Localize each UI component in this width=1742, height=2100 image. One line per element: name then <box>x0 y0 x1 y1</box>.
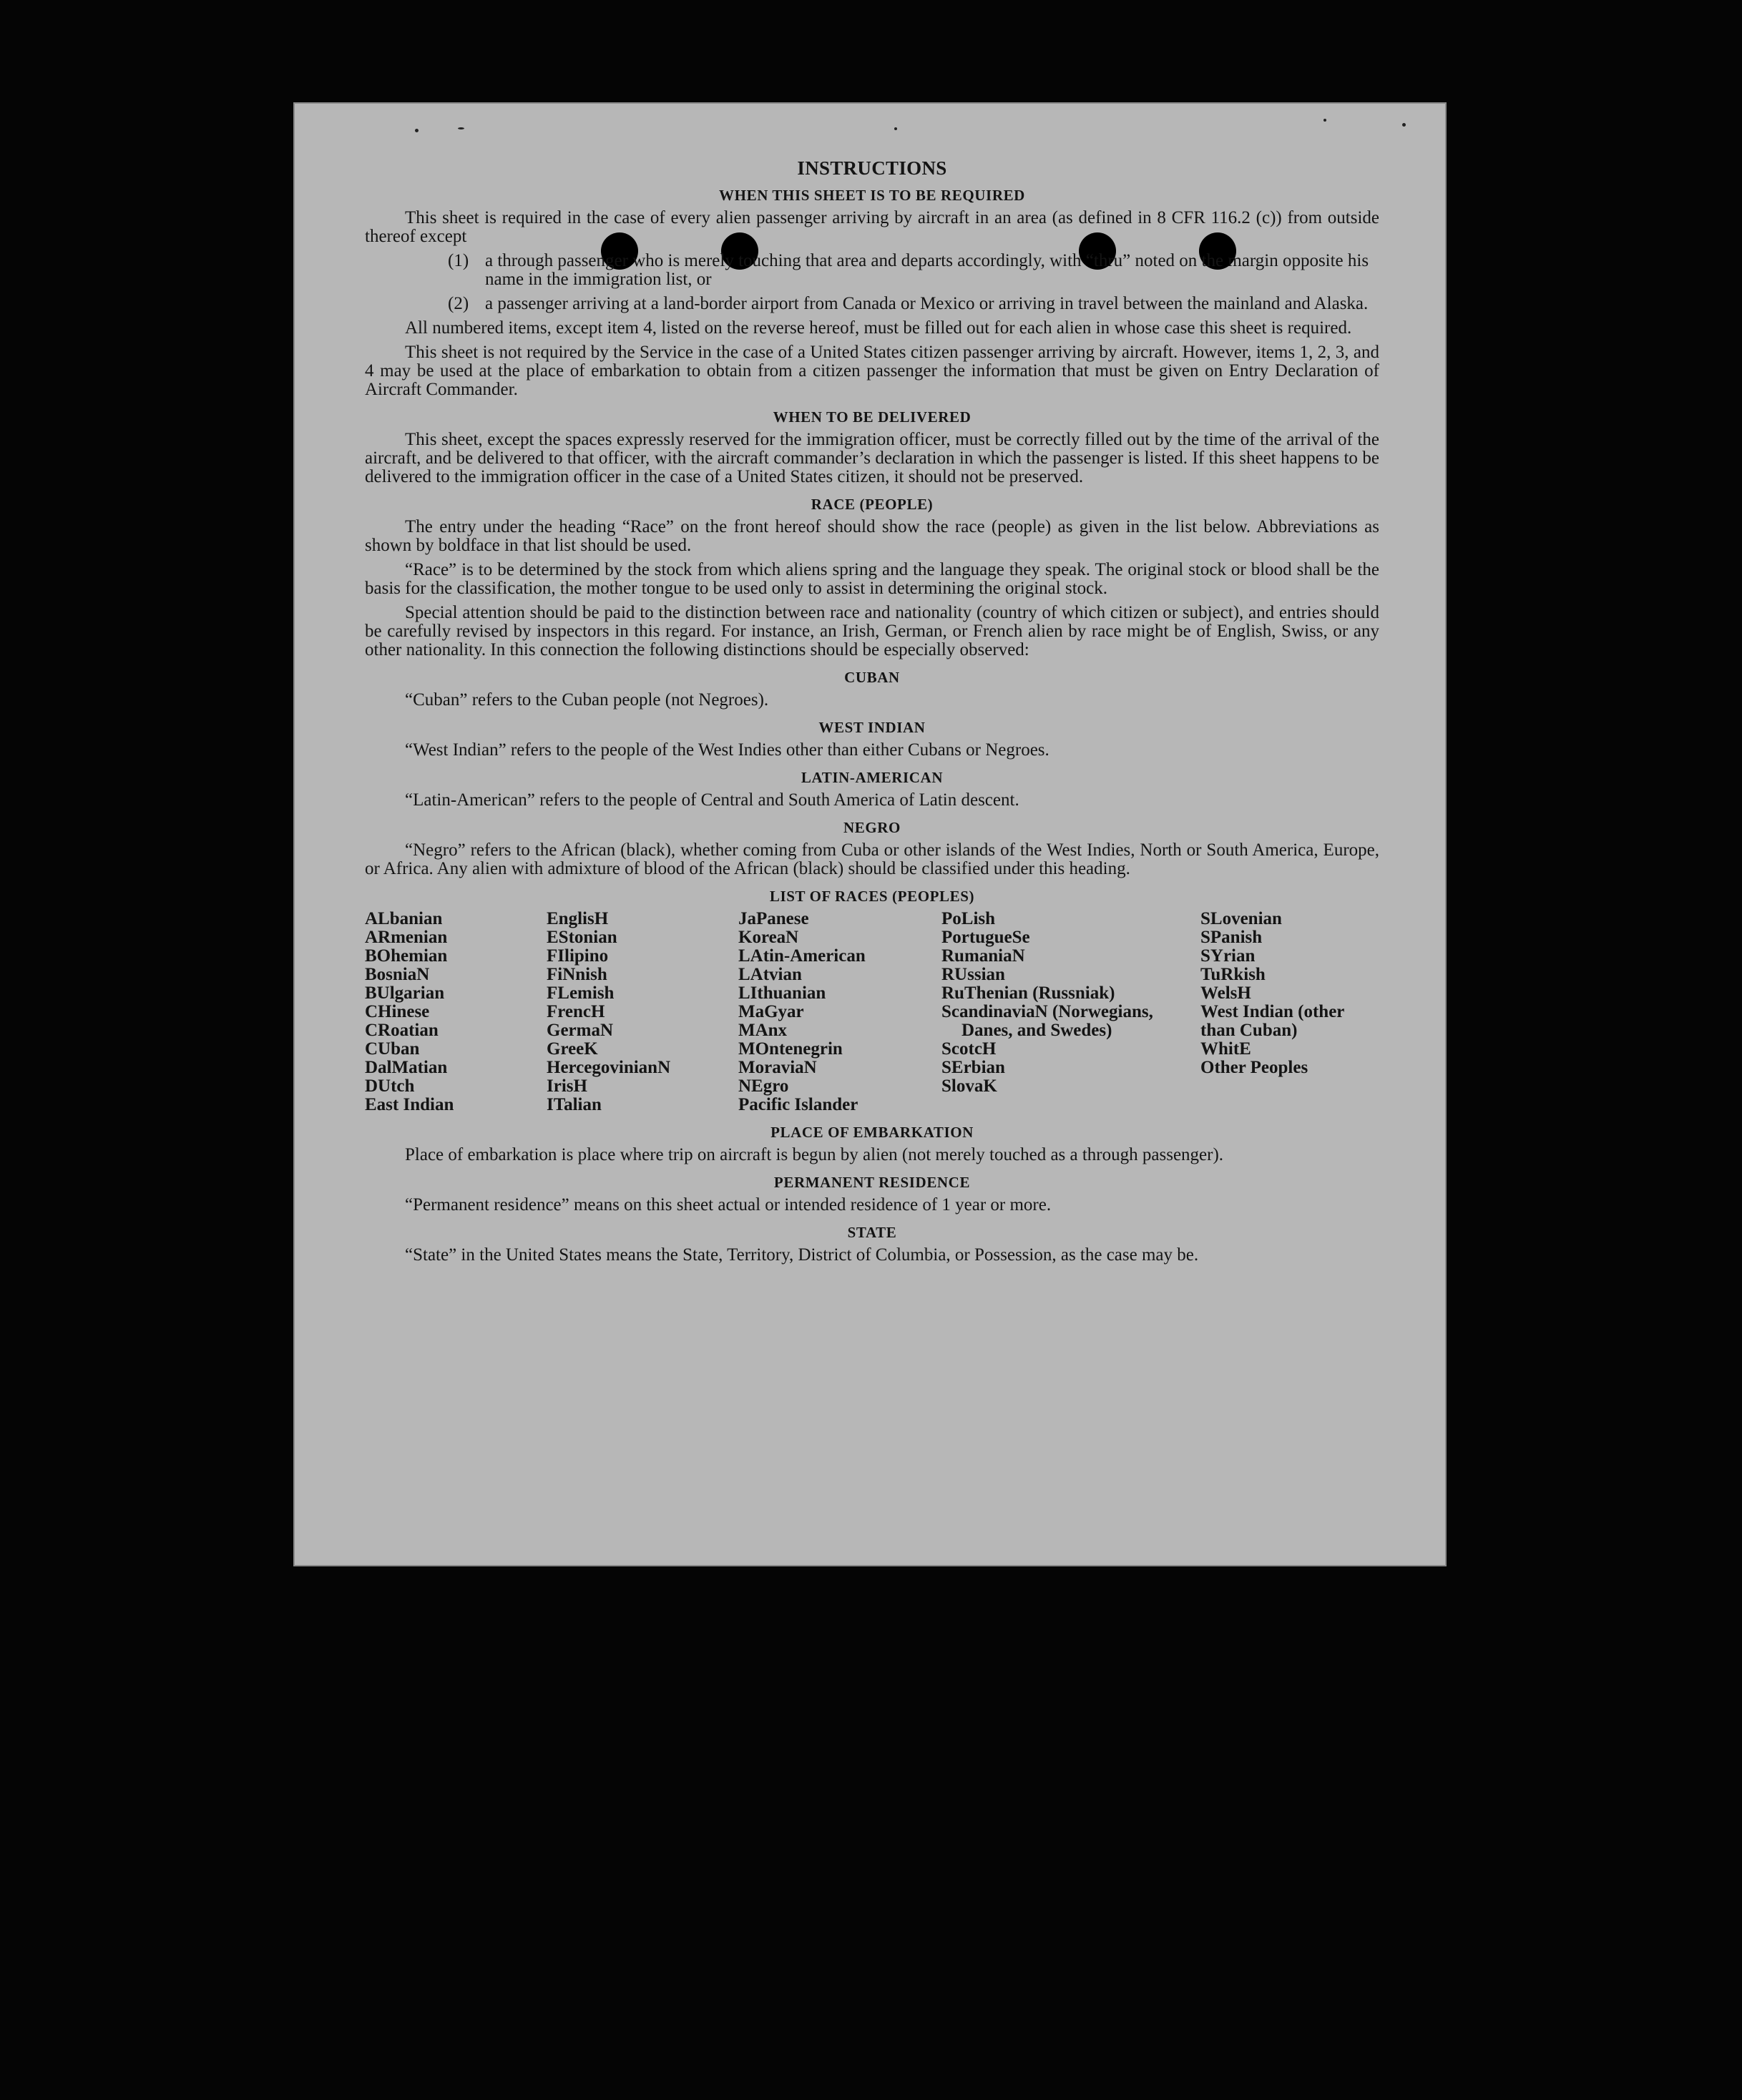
race-entry: NEgro <box>738 1076 789 1096</box>
paragraph-negro: “Negro” refers to the African (black), whether coming from Cuba or other islands of the West Indies, North or South America, Europe, or Africa. Any alien with admixture of blood of the African (black) should be classified under this heading. <box>365 840 1379 878</box>
paragraph-numbered-items: All numbered items, except item 4, listed on the reverse hereof, must be filled out for each alien in whose case this sheet is required. <box>405 318 1352 338</box>
race-entry: RUssian <box>941 965 1005 984</box>
paragraph-cuban: “Cuban” refers to the Cuban people (not Negroes). <box>405 690 769 710</box>
race-entry: BOhemian <box>365 946 448 966</box>
paragraph-place-of-embarkation: Place of embarkation is place where trip on aircraft is begun by alien (not merely touched as a through passenger). <box>405 1145 1224 1164</box>
race-entry: PoLish <box>941 909 996 928</box>
race-entry: RuThenian (Russniak) <box>941 983 1115 1003</box>
exception-item <box>365 295 1379 313</box>
race-entry: PortugueSe <box>941 928 1030 947</box>
race-entry: SLovenian <box>1200 909 1282 928</box>
paragraph-state: “State” in the United States means the State, Territory, District of Columbia, or Possession, as the case may be. <box>405 1245 1199 1265</box>
race-entry: KoreaN <box>738 928 799 947</box>
paragraph-when-required-intro: This sheet is required in the case of every alien passenger arriving by aircraft in an area (as defined in 8 CFR 116.2 (c)) from outside thereof except <box>365 208 1379 246</box>
race-column <box>365 910 547 1114</box>
race-list <box>365 910 1379 1114</box>
race-entry: Other Peoples <box>1200 1058 1308 1077</box>
race-entry: SPanish <box>1200 928 1263 947</box>
paragraph-west-indian: “West Indian” refers to the people of the West Indies other than either Cubans or Negroes. <box>405 740 1049 760</box>
page-title: INSTRUCTIONS <box>797 157 947 179</box>
race-entry: FiNnish <box>547 965 607 984</box>
exception-text: a passenger arriving at a land-border airport from Canada or Mexico or arriving in travel between the mainland and Alaska. <box>485 294 1369 313</box>
paragraph-latin-american: “Latin-American” refers to the people of Central and South America of Latin descent. <box>405 790 1019 810</box>
race-entry: East Indian <box>365 1095 454 1114</box>
race-entry: LAtvian <box>738 965 802 984</box>
race-entry: MaGyar <box>738 1002 804 1021</box>
race-entry: CUban <box>365 1039 420 1059</box>
race-column <box>547 910 738 1114</box>
heading-cuban: CUBAN <box>844 669 900 686</box>
race-entry: DUtch <box>365 1076 415 1096</box>
race-entry: SErbian <box>941 1058 1005 1077</box>
heading-latin-american: LATIN-AMERICAN <box>801 769 944 786</box>
race-entry: RumaniaN <box>941 946 1025 966</box>
race-entry: ALbanian <box>365 909 443 928</box>
paragraph-citizen-passenger: This sheet is not required by the Service in the case of a United States citizen passenger arriving by aircraft. However, items 1, 2, 3, and 4 may be used at the place of embarkation to obtain from a citizen passenger the information that must be given on Entry Declaration of Aircraft Commander. <box>365 343 1379 399</box>
paragraph-when-delivered: This sheet, except the spaces expressly reserved for the immigration officer, must be correctly filled out by the time of the arrival of the aircraft, and be delivered to that officer, with the aircraft commander’s declaration in which the passenger is listed. If this sheet happens to be delivered to the immigration officer in the case of a United States citizen, it should not be preserved. <box>365 430 1379 486</box>
race-entry: BosniaN <box>365 965 430 984</box>
race-entry: ITalian <box>547 1095 602 1114</box>
race-entry: ARmenian <box>365 928 448 947</box>
race-entry: TuRkish <box>1200 965 1266 984</box>
race-entry: EStonian <box>547 928 617 947</box>
race-entry: CHinese <box>365 1002 430 1021</box>
race-entry: ScotcH <box>941 1039 997 1059</box>
exception-number: (2) <box>448 294 469 313</box>
race-entry: GreeK <box>547 1039 598 1059</box>
instructions-content <box>365 159 1379 1270</box>
exception-number: (1) <box>448 251 469 270</box>
heading-when-required: WHEN THIS SHEET IS TO BE REQUIRED <box>719 187 1025 204</box>
race-entry: BUlgarian <box>365 983 445 1003</box>
heading-race: RACE (PEOPLE) <box>811 496 934 513</box>
race-entry: LIthuanian <box>738 983 826 1003</box>
heading-place-of-embarkation: PLACE OF EMBARKATION <box>770 1124 974 1141</box>
race-entry: SlovaK <box>941 1076 997 1096</box>
race-entry: HercegovinianN <box>547 1058 671 1077</box>
race-entry: Pacific Islander <box>738 1095 858 1114</box>
heading-list-of-races: LIST OF RACES (PEOPLES) <box>769 888 975 905</box>
race-entry: WelsH <box>1200 983 1251 1003</box>
race-entry: JaPanese <box>738 909 809 928</box>
race-entry: EnglisH <box>547 909 609 928</box>
exception-item <box>365 252 1379 289</box>
heading-permanent-residence: PERMANENT RESIDENCE <box>773 1174 971 1191</box>
heading-negro: NEGRO <box>843 819 901 836</box>
exception-text: a through passenger who is merely touching that area and departs accordingly, with “thru” noted on the margin opposite his name in the immigration list, or <box>485 251 1369 289</box>
paragraph-race-entry: The entry under the heading “Race” on the front hereof should show the race (people) as given in the list below. Abbreviations as shown by boldface in that list should be used. <box>365 517 1379 555</box>
race-entry: SYrian <box>1200 946 1256 966</box>
heading-west-indian: WEST INDIAN <box>818 719 926 736</box>
race-column <box>941 910 1200 1114</box>
race-entry: MOntenegrin <box>738 1039 843 1059</box>
paragraph-race-nationality: Special attention should be paid to the distinction between race and nationality (country of which citizen or subject), and entries should be carefully revised by inspectors in this regard. For instance, an Irish, German, or French alien by race might be of English, Swiss, or any other nationality. In this connection the following distinctions should be especially observed: <box>365 603 1379 659</box>
race-entry: ScandinaviaN (Norwegians, Danes, and Swedes) <box>941 1002 1153 1040</box>
paragraph-race-definition: “Race” is to be determined by the stock from which aliens spring and the language they speak. The original stock or blood shall be the basis for the classification, the mother tongue to be used only to assist in determining the original stock. <box>365 560 1379 598</box>
race-column <box>738 910 941 1114</box>
race-entry: GermaN <box>547 1021 614 1040</box>
race-entry: IrisH <box>547 1076 587 1096</box>
race-entry: FLemish <box>547 983 615 1003</box>
race-entry: WhitE <box>1200 1039 1251 1059</box>
race-entry: LAtin-American <box>738 946 866 966</box>
race-entry: MAnx <box>738 1021 788 1040</box>
heading-state: STATE <box>847 1224 897 1241</box>
heading-when-delivered: WHEN TO BE DELIVERED <box>773 408 972 426</box>
race-entry: FIlipino <box>547 946 609 966</box>
race-entry: West Indian (other than Cuban) <box>1200 1002 1344 1040</box>
race-column <box>1200 910 1379 1114</box>
race-entry: MoraviaN <box>738 1058 817 1077</box>
paragraph-permanent-residence: “Permanent residence” means on this sheet actual or intended residence of 1 year or more. <box>405 1195 1052 1215</box>
race-entry: DalMatian <box>365 1058 448 1077</box>
race-entry: CRoatian <box>365 1021 439 1040</box>
race-entry: FrencH <box>547 1002 605 1021</box>
